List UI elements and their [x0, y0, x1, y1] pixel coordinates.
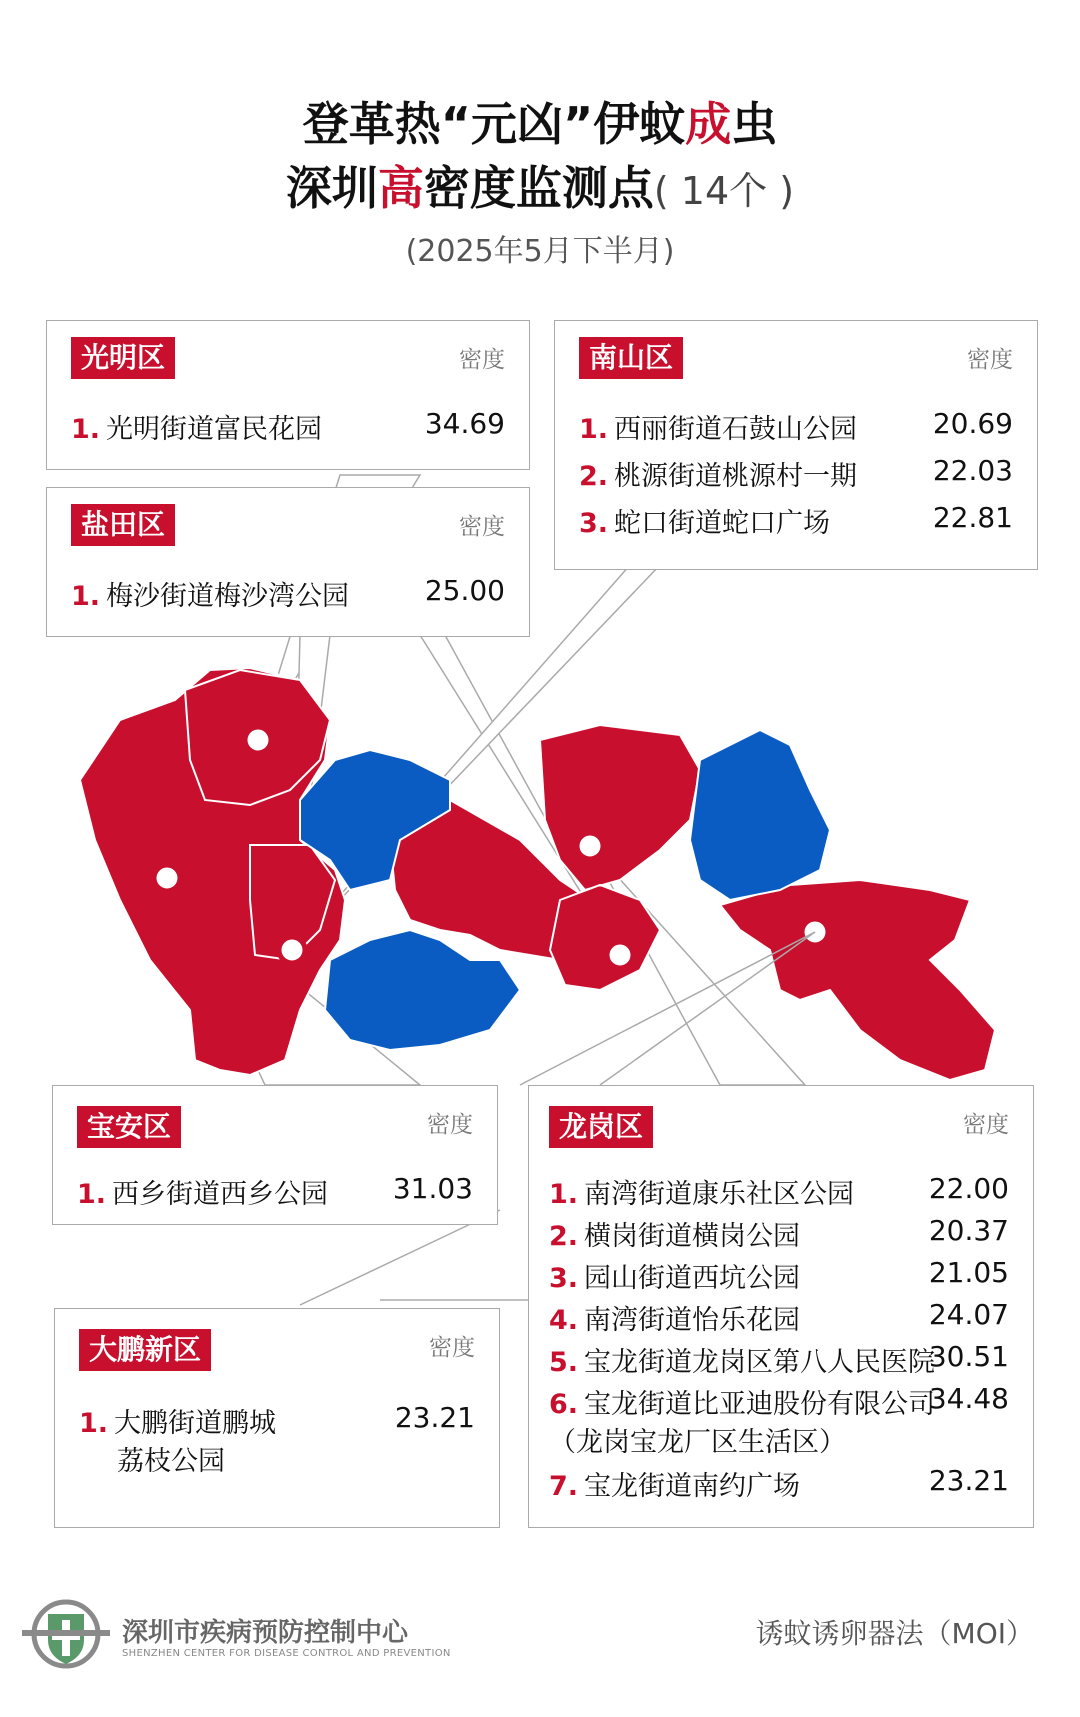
site-density: 21.05 [928, 1256, 1009, 1289]
site-density: 22.03 [932, 454, 1013, 487]
site-name: 梅沙街道梅沙湾公园 [106, 581, 350, 612]
site-number: 3. [549, 1263, 579, 1294]
site-row [77, 1172, 328, 1211]
district-badge: 龙岗区 [549, 1106, 653, 1148]
site-density: 23.21 [928, 1464, 1009, 1497]
density-label: 密度 [459, 347, 505, 373]
map-region-blue-2 [325, 930, 520, 1050]
site-number: 1. [71, 414, 101, 445]
title-highlight: 高 [377, 161, 424, 215]
site-name: 桃源街道桃源村一期 [614, 461, 858, 492]
site-name: 南湾街道怡乐花园 [584, 1305, 801, 1336]
site-marker-luohu [607, 942, 633, 968]
title-highlight: 成 [685, 97, 732, 151]
title-part: 深圳 [285, 161, 378, 215]
density-label: 密度 [963, 1112, 1009, 1138]
site-density: 22.00 [928, 1172, 1009, 1205]
site-name-continued: （龙岗宝龙厂区生活区） [549, 1427, 846, 1458]
site-row [549, 1298, 800, 1337]
density-label: 密度 [427, 1112, 473, 1138]
district-box-guangming [46, 320, 530, 470]
site-name: 南湾街道康乐社区公园 [584, 1179, 855, 1210]
site-number: 6. [549, 1389, 579, 1420]
map-region-longgang-west [540, 725, 700, 890]
site-row [71, 407, 322, 446]
site-name: 园山街道西坑公园 [584, 1263, 801, 1294]
site-marker-longgang [577, 833, 603, 859]
district-box-dapeng [54, 1308, 500, 1528]
site-number: 1. [79, 1408, 109, 1439]
site-row [549, 1382, 935, 1421]
site-number: 1. [579, 414, 609, 445]
site-marker-guangming [245, 727, 271, 753]
site-name: 横岗街道横岗公园 [584, 1221, 801, 1252]
map-region-luohu [550, 885, 660, 990]
period-label: (2025年5月下半月) [405, 234, 675, 269]
site-density: 25.00 [424, 574, 505, 607]
site-number: 1. [549, 1179, 579, 1210]
site-name: 蛇口街道蛇口广场 [614, 508, 831, 539]
site-number: 3. [579, 508, 609, 539]
district-badge: 大鹏新区 [79, 1329, 211, 1371]
district-box-baoan [52, 1085, 498, 1225]
density-label: 密度 [967, 347, 1013, 373]
site-row [549, 1214, 800, 1253]
site-density: 22.81 [932, 501, 1013, 534]
site-density: 20.37 [928, 1214, 1009, 1247]
site-row [579, 407, 857, 446]
site-row [549, 1464, 800, 1503]
site-density: 20.69 [932, 407, 1013, 440]
method-label: 诱蚊诱卵器法（MOI） [755, 1617, 1034, 1650]
site-density: 30.51 [928, 1340, 1009, 1373]
site-density: 23.21 [394, 1401, 475, 1434]
site-row [579, 501, 830, 540]
title-part: 虫 [731, 97, 778, 151]
site-row [71, 574, 349, 613]
site-name: 西乡街道西乡公园 [112, 1179, 329, 1210]
site-density: 34.69 [424, 407, 505, 440]
district-box-longgang [528, 1085, 1034, 1528]
district-badge: 南山区 [579, 337, 683, 379]
density-label: 密度 [459, 514, 505, 540]
site-row [549, 1172, 854, 1211]
site-name: 光明街道富民花园 [106, 414, 323, 445]
site-row [79, 1401, 276, 1440]
site-number: 1. [71, 581, 101, 612]
organization-name: 深圳市疾病预防控制中心 [122, 1618, 409, 1648]
site-row [549, 1256, 800, 1295]
site-density: 24.07 [928, 1298, 1009, 1331]
title-part: 登革热“元凶”伊蚊 [302, 97, 686, 151]
shield-logo-icon [18, 1596, 114, 1672]
site-count: ( 14个 ) [653, 169, 795, 213]
district-badge: 光明区 [71, 337, 175, 379]
site-name-continued: 荔枝公园 [117, 1446, 225, 1477]
site-name: 大鹏街道鹏城 [114, 1408, 277, 1439]
density-label: 密度 [429, 1335, 475, 1361]
site-marker-baoan [154, 865, 180, 891]
site-number: 2. [579, 461, 609, 492]
site-row [549, 1340, 935, 1379]
district-badge: 盐田区 [71, 504, 175, 546]
site-number: 7. [549, 1471, 579, 1502]
site-density: 34.48 [928, 1382, 1009, 1415]
site-name: 宝龙街道龙岗区第八人民医院 [584, 1347, 936, 1378]
site-number: 5. [549, 1347, 579, 1378]
site-name: 宝龙街道南约广场 [584, 1471, 801, 1502]
site-number: 1. [77, 1179, 107, 1210]
district-box-nanshan [554, 320, 1038, 570]
district-box-yantian [46, 487, 530, 637]
map-region-blue-3 [690, 730, 830, 900]
site-name: 西丽街道石鼓山公园 [614, 414, 858, 445]
site-density: 31.03 [392, 1172, 473, 1205]
site-name: 宝龙街道比亚迪股份有限公司 [584, 1389, 936, 1420]
organization-name-en: SHENZHEN CENTER FOR DISEASE CONTROL AND PREVENTION [122, 1648, 451, 1659]
site-number: 2. [549, 1221, 579, 1252]
site-row [579, 454, 857, 493]
site-marker-nanshan [279, 937, 305, 963]
site-number: 4. [549, 1305, 579, 1336]
district-badge: 宝安区 [77, 1106, 181, 1148]
title-part: 密度监测点 [423, 161, 654, 215]
